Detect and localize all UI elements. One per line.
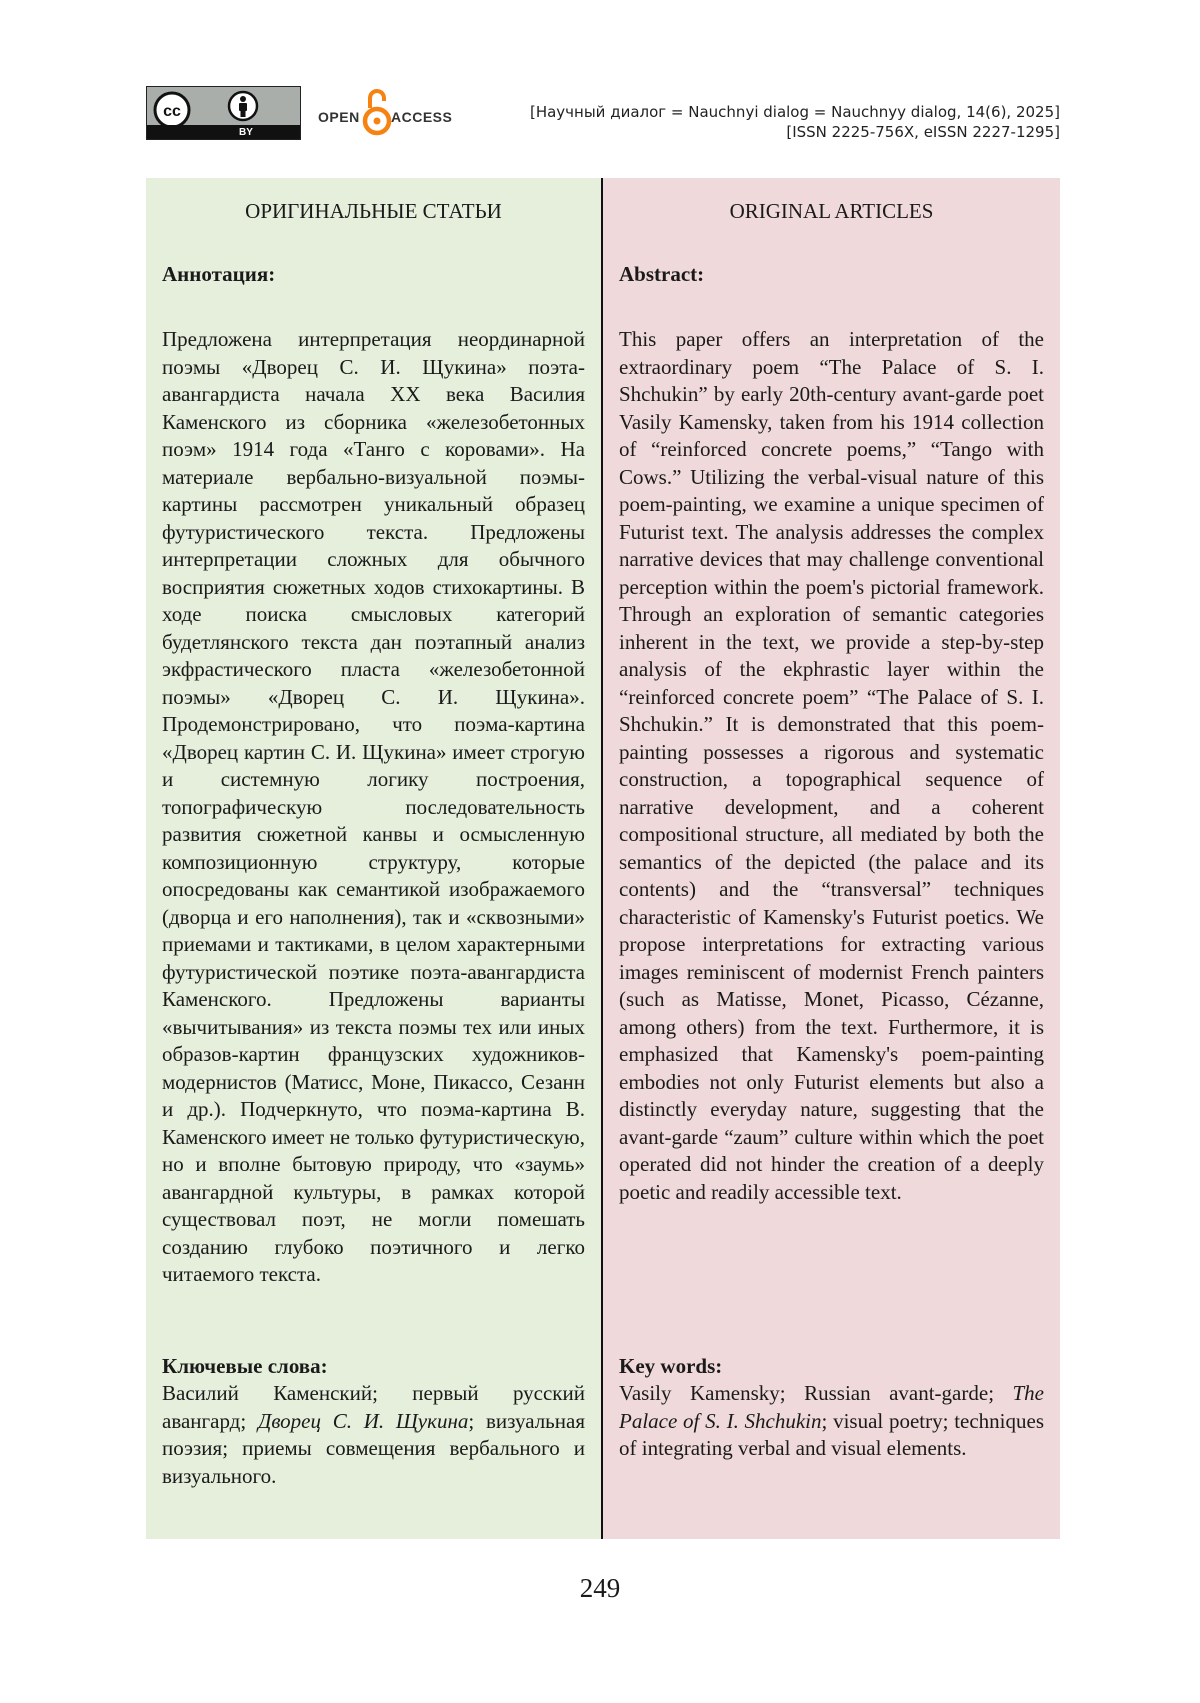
attribution-person-icon (227, 90, 259, 122)
keywords-en-part-1: Vasily Kamensky; Russian avant-garde; (619, 1381, 1013, 1405)
keywords-en-part-2: ; visual poetry; techniques of integrating verbal and visual elements. (619, 1408, 1044, 1460)
open-access-logo[interactable] (318, 86, 468, 140)
svg-text:cc: cc (163, 103, 181, 120)
page-number: 249 (579, 1573, 621, 1603)
cc-by-license-badge[interactable] (146, 86, 301, 140)
keywords-ru-italic-title: Дворец С. И. Щукина (257, 1408, 469, 1433)
keywords-en-italic-title: The Palace of S. I. Shchukin (619, 1381, 1044, 1433)
open-access-left-text: OPEN (318, 109, 360, 125)
abstract-text-en: This paper offers an interpretation of the extraordinary poem “The Palace of S. I. Shchukin” by early 20th-century avant-garde poet Vasily Kamensky, taken from his 1914 collection of “reinforced concrete poems,” “Tango with Cows.” Utilizing the verbal-visual nature of this poem-painting, we examine a unique specimen of Futurist text. The analysis addresses the complex narrative devices that may challenge conventional perception within the poem's pictorial framework. Through an exploration of semantic categories inherent in the text, we provide a step-by-step analysis of the ekphrastic layer within the “reinforced concrete poem” “The Palace of S. I. Shchukin.” It is demonstrated that this poem-painting possesses a rigorous and systematic construction, a topographical sequence of narrative development, and a coherent compositional structure, all mediated by both the semantics of the depicted (the palace and its contents) and the “transversal” techniques characteristic of Kamensky's Futurist poetics. We propose interpretations for extracting various images reminiscent of modernist French painters (such as Matisse, Monet, Picasso, Cézanne, among others) from the text. Furthermore, it is emphasized that Kamensky's poem-painting embodies not only Futurist elements but also a distinctly everyday nature, suggesting that the avant-garde “zaum” culture within which the poet operated did not hinder the creation of a deeply poetic and readily accessible text. (619, 327, 1044, 1204)
keywords-ru-part-2: ; визуальная поэзия; приемы совмещения вербального и визуального. (162, 1408, 585, 1488)
keywords-text-ru (162, 1380, 585, 1490)
keywords-text-en (619, 1380, 1044, 1463)
abstract-text-ru: Предложена интерпретация неординарной поэмы «Дворец С. И. Щукина» поэта-авангардиста начала XX века Василия Каменского из сборника «железобетонных поэм» 1914 года «Танго с коровами». На материале вербально-визуальной поэмы-картины рассмотрен уникальный образец футуристического текста. Предложены интерпретации сложных для обычного восприятия сюжетных ходов стихокартины. В ходе поиска смысловых категорий будетлянского текста дан поэтапный анализ экфрастического пласта «железобетонной поэмы» «Дворец С. И. Щукина». Продемонстрировано, что поэма-картина «Дворец картин С. И. Щукина» имеет строгую и системную логику построения, топографическую последовательность развития сюжетной канвы и осмысленную композиционную структуру, которые опосредованы как семантикой изображаемого (дворца и его наполнения), так и «сквозными» приемами и тактиками, в целом характерными футуристической поэтике поэта-авангардиста Каменского. Предложены варианты «вычитывания» из текста поэмы тех или иных образов-картин французских художников-модернистов (Матисс, Моне, Пикассо, Сезанн и др.). Подчеркнуто, что поэма-картина В. Каменского имеет не только футуристическую, но и вполне бытовую природу, что «заумь» авангардной культуры, в рамках которой существовал поэт, не могли помешать созданию глубоко поэтичного и легко читаемого текста. (162, 327, 585, 1286)
creative-commons-icon (153, 91, 191, 129)
page-header (146, 86, 1060, 144)
section-title-en: ORIGINAL ARTICLES (729, 199, 934, 223)
english-column-panel (601, 178, 1060, 1539)
keywords-heading-ru: Ключевые слова: (162, 1354, 328, 1378)
license-band (147, 125, 300, 139)
keywords-heading-en: Key words: (619, 1354, 723, 1378)
abstract-heading-ru: Аннотация: (162, 262, 276, 286)
abstract-heading-en: Abstract: (619, 262, 705, 286)
journal-citation (530, 102, 1060, 142)
section-title-ru: ОРИГИНАЛЬНЫЕ СТАТЬИ (245, 199, 502, 223)
citation-line-2: [ISSN 2225-756X, eISSN 2227-1295] (786, 123, 1060, 141)
keywords-ru-part-1: Василий Каменский; первый русский авангард; (162, 1381, 585, 1433)
russian-column-panel (146, 178, 601, 1539)
open-access-right-text: ACCESS (391, 109, 453, 125)
license-badge-text: BY (239, 127, 253, 138)
open-lock-icon (362, 86, 392, 138)
citation-line-1: [Научный диалог = Nauchnyi dialog = Nauchnyy dialog, 14(6), 2025] (529, 103, 1060, 121)
